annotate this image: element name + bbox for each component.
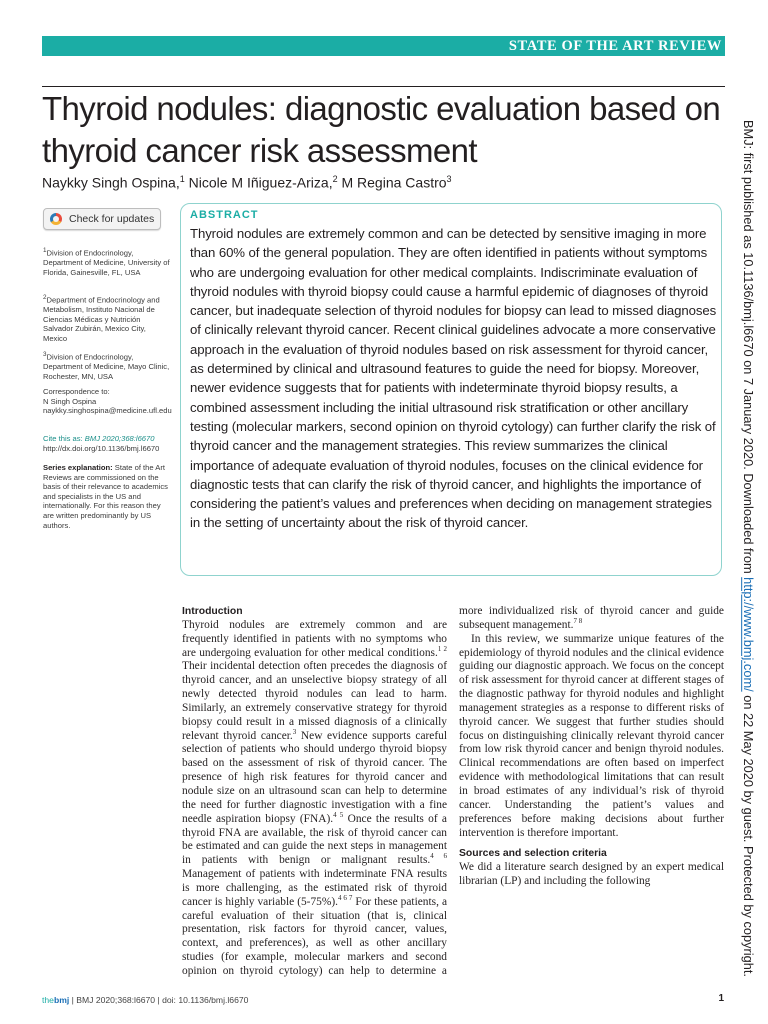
series-text: State of the Art Reviews are commissioned on the basis of their relevance to academics and specialists in the US and internationally. For this reason they are written predominantly by US authors.	[43, 463, 168, 530]
affiliation-text: Department of Endocrinology and Metabolism, Instituto Nacional de Ciencias Médicas y Nutrición Salvador Zubirán, Mexico City, Mexico	[43, 295, 160, 343]
text-run: Once the results of a thyroid FNA are available, the risk of thyroid cancer can be estimated and can guide the next steps in management in patients with benign or malignant results.	[182, 812, 447, 867]
reference-mark: 3	[292, 727, 297, 736]
title-divider	[42, 86, 725, 87]
download-notice	[737, 120, 759, 977]
author-affiliation-mark: 3	[446, 174, 452, 184]
affiliation-1	[43, 246, 171, 277]
author-name: Naykky Singh Ospina,	[42, 174, 180, 191]
crossmark-icon	[50, 213, 62, 225]
reference-mark: 4 6 7	[338, 893, 353, 902]
reference-mark: 7 8	[573, 617, 583, 626]
page-number: 1	[718, 993, 724, 1004]
affiliation-mark: 3	[43, 351, 47, 358]
affiliation-3	[43, 350, 171, 381]
affiliation-text: Division of Endocrinology, Department of Medicine, Mayo Clinic, Rochester, MN, USA	[43, 352, 170, 381]
cite-doi-link[interactable]: http://dx.doi.org/10.1136/bmj.l6670	[43, 443, 160, 453]
review-paragraph: In this review, we summarize unique features of the epidemiology of thyroid nodules and the clinical evidence guiding our diagnostic approach. We focus on the concept of risk assessment for thyroid cancer at different stages of the diagnostic pathway for thyroid nodules and highlight management strategies as a response to different risks of thyroid cancer. We suggest that further studies should focus on distinguishing clinically relevant thyroid cancer from low risk thyroid cancer and benign thyroid nodules. Clinical recommendations are often based on imperfect evidence with methodological limitations that can result in broad estimates of any individual’s risk of thyroid cancer. Understanding the patient’s values and preferences before making decisions about further intervention is therefore important.	[459, 632, 724, 839]
author-list	[42, 174, 722, 191]
download-notice-prefix: BMJ: first published as 10.1136/bmj.l6670 on 7 January 2020. Downloaded from	[741, 120, 756, 578]
cite-reference: BMJ 2020;368:l6670	[84, 434, 155, 443]
bmj-website-link[interactable]: http://www.bmj.com/	[741, 577, 756, 692]
introduction-heading: Introduction	[182, 606, 243, 617]
affiliation-mark: 1	[43, 247, 47, 254]
series-label: Series explanation:	[43, 463, 113, 472]
download-notice-suffix: on 22 May 2020 by guest. Protected by copyright.	[741, 691, 756, 977]
journal-logo: bmj	[53, 995, 70, 1005]
correspondence-label: Correspondence to:	[43, 387, 110, 396]
sources-paragraph: We did a literature search designed by an expert medical librarian (LP) and including the following	[459, 861, 724, 888]
page-footer	[42, 995, 248, 1005]
text-run: New evidence supports careful selection of patients who should undergo thyroid biopsy based on the assessment of risk of thyroid cancer. The presence of high risk features for thyroid cancer and nodule size on an ultrasound scan can help to determine the need for further diagnostic investigation with a fine needle aspiration biopsy (FNA).	[182, 729, 447, 825]
reference-mark: 4 6	[430, 852, 447, 861]
abstract-text: Thyroid nodules are extremely common and can be detected by sensitive imaging in more than 60% of the general population. They are often identified in patients without symptoms who are undergoing evaluation for other medical complaints. Indiscriminate evaluation of thyroid nodules with thyroid biopsy could cause a harmful epidemic of diagnoses of thyroid cancer, but inadequate selection of thyroid nodules for biopsy can lead to missed diagnoses of clinically relevant thyroid cancer. Recent clinical guidelines advocate a more conservative approach in the evaluation of thyroid nodules based on risk assessment for thyroid cancer, as determined by clinical and ultrasound features to guide the need for biopsy. Moreover, newer evidence suggests that for patients with indeterminate thyroid biopsy results, a combined assessment including the initial ultrasound risk stratification or other ancillary testing (molecular markers, second opinion on thyroid cytology) can further clarify the risk of thyroid cancer and the management strategies. This review summarizes the clinical importance of adequate evaluation of thyroid nodules, focuses on the clinical evidence for diagnostic tests that can clarify the risk of thyroid cancer, and highlights the importance of considering the patient’s values and preferences when deciding on management strategies in the setting of uncertainty about the risk of thyroid cancer.	[190, 226, 717, 531]
correspondence-name: N Singh Ospina	[43, 396, 97, 406]
affiliation-text: Division of Endocrinology, Department of Medicine, University of Florida, Gainesville, FL, USA	[43, 248, 170, 277]
section-banner: STATE OF THE ART REVIEW	[42, 36, 725, 56]
journal-logo-prefix: the	[42, 995, 54, 1005]
text-run: Management of patients with indeterminate FNA results is more challenging, as the estimated risk of thyroid cancer is highly variable (5-75%).	[182, 868, 447, 908]
author-affiliation-mark: 1	[179, 174, 185, 184]
article-body	[182, 605, 724, 983]
affiliation-2	[43, 293, 171, 344]
correspondence-email[interactable]: naykky.singhospina@medicine.ufl.edu	[43, 406, 172, 416]
author-affiliation-mark: 2	[332, 174, 338, 184]
author-name: M Regina Castro	[341, 174, 447, 191]
correspondence	[43, 387, 171, 416]
author-name: Nicole M Iñiguez-Ariza,	[188, 174, 333, 191]
article-title: Thyroid nodules: diagnostic evaluation based on thyroid cancer risk assessment	[42, 90, 721, 169]
check-for-updates-button[interactable]	[43, 208, 161, 230]
text-run: For these patients, a careful evaluation of their situation (that is, clinical presentation, risk factors for thyroid cancer, values, context, and preferences), as well as other ancillary studies (for example, molecular markers and second opinion on thyroid cytology) can help to determine a more individualized risk of thyroid cancer and guide subsequent management.	[182, 605, 724, 977]
text-run: Thyroid nodules are extremely common and are frequently identified in patients with no symptoms who are undergoing evaluation for other medical conditions.	[182, 618, 447, 659]
sources-heading: Sources and selection criteria	[459, 848, 607, 860]
series-explanation	[43, 463, 171, 530]
reference-mark: 1 2	[437, 644, 448, 653]
check-for-updates-label: Check for updates	[69, 213, 155, 225]
affiliation-mark: 2	[43, 294, 47, 301]
citation	[43, 434, 171, 453]
abstract-heading: ABSTRACT	[190, 209, 259, 221]
reference-mark: 4 5	[333, 810, 344, 819]
footer-citation: | BMJ 2020;368:l6670 | doi: 10.1136/bmj.l6670	[69, 995, 249, 1005]
cite-label: Cite this as:	[43, 434, 83, 443]
text-run: Their incidental detection often precedes the diagnosis of thyroid cancer, and an unselective biopsy strategy of all newly detected thyroid nodules can lead to harm. Similarly, an extremely conservative strategy for thyroid biopsy could result in a missed diagnosis of a clinically relevant thyroid cancer.	[182, 660, 447, 742]
